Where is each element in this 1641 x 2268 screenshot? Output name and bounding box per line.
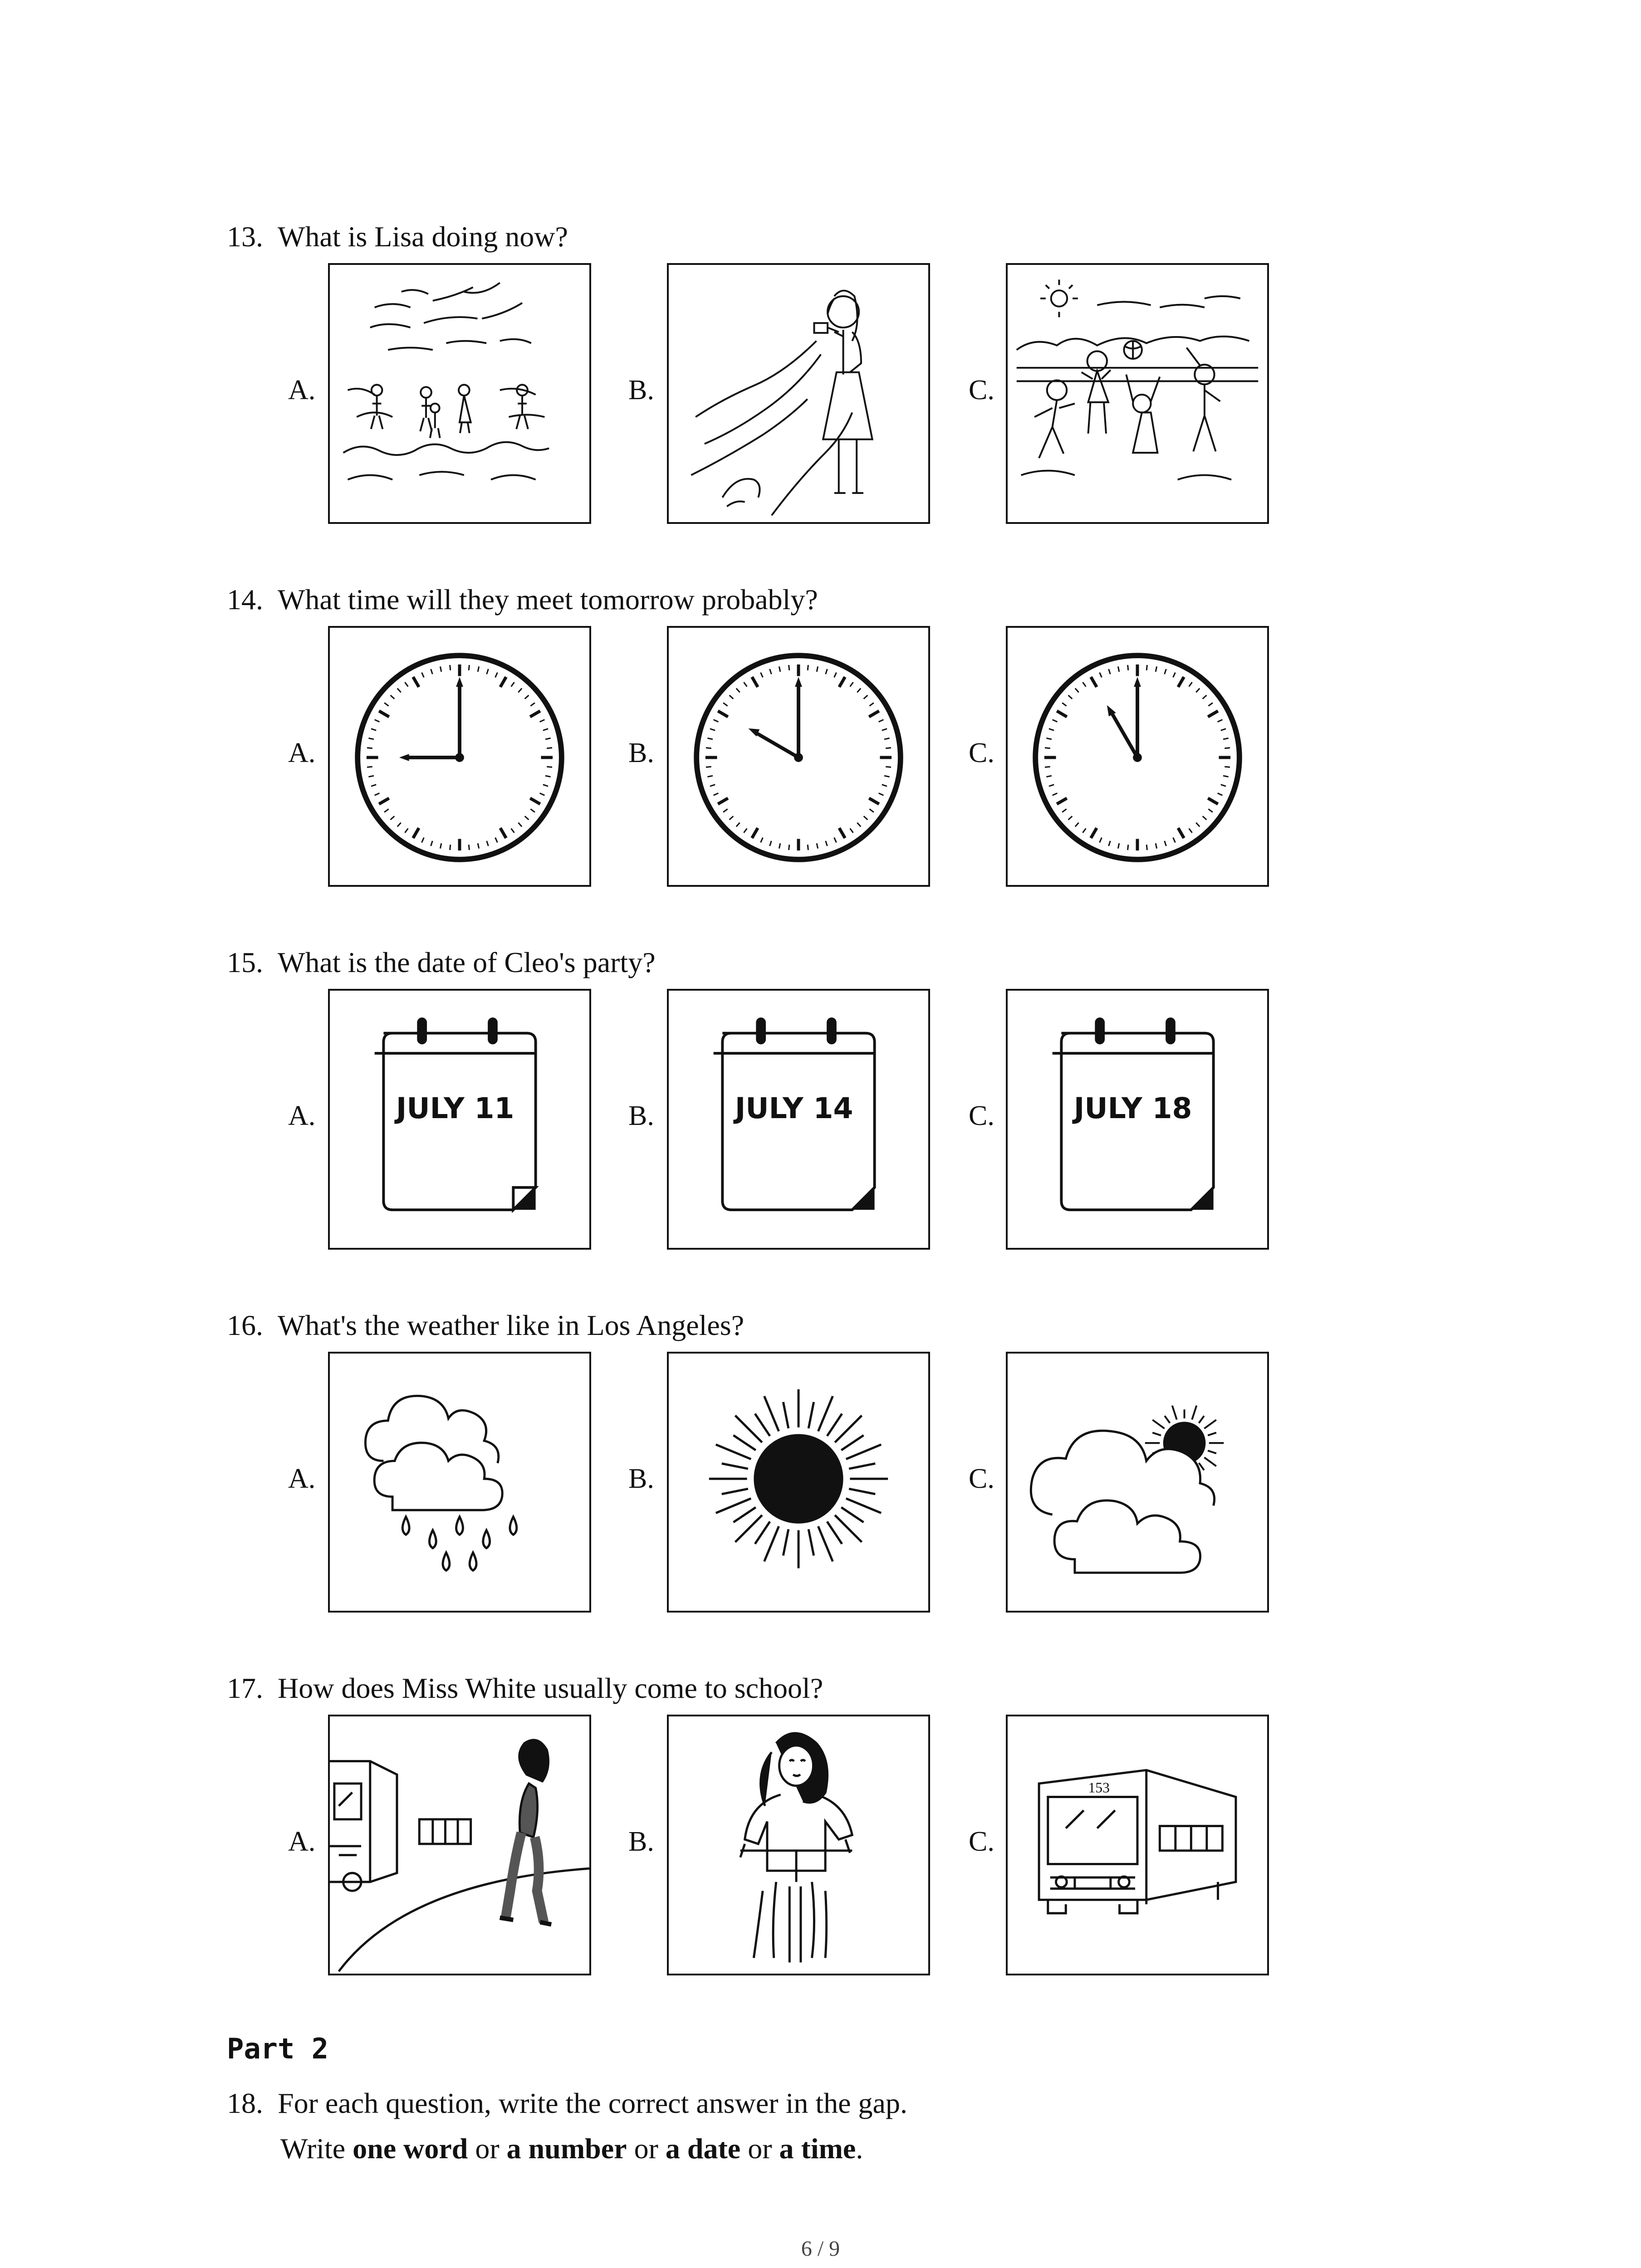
clock-tick xyxy=(405,828,408,833)
clock-tick xyxy=(730,816,734,820)
sun-ray xyxy=(849,1463,875,1469)
clock-tick xyxy=(440,843,441,849)
q15-option-c-label[interactable]: C. xyxy=(969,1100,994,1131)
sun-ray xyxy=(1165,1416,1170,1423)
clock-tick xyxy=(450,845,451,850)
clock-tick xyxy=(530,809,535,812)
q14-option-b-label[interactable]: B. xyxy=(628,738,654,768)
clock-tick xyxy=(397,823,401,827)
sun-ray xyxy=(764,1526,779,1561)
clock-tick xyxy=(779,843,780,849)
question-13: 13. What is Lisa doing now? xyxy=(227,220,568,253)
clock-tick xyxy=(869,703,874,706)
clock-tick xyxy=(857,823,861,827)
clock-tick xyxy=(1053,793,1058,796)
clock-tick xyxy=(869,711,879,717)
q13-option-c-label[interactable]: C. xyxy=(969,375,994,406)
clock-tick xyxy=(882,729,887,731)
clock-tick xyxy=(752,828,758,838)
q14-option-c-picture[interactable] xyxy=(1006,626,1269,887)
clock-tick xyxy=(440,666,441,672)
clock-tick xyxy=(714,793,719,796)
clock-tick xyxy=(413,677,419,687)
sun-ray xyxy=(755,1521,770,1544)
clock-tick xyxy=(1208,809,1213,812)
clock-tick xyxy=(1083,682,1086,687)
clock-tick xyxy=(884,738,890,739)
question-14-text: What time will they meet tomorrow probably? xyxy=(278,583,818,616)
question-17: 17. How does Miss White usually come to school? xyxy=(227,1672,823,1704)
clock-tick xyxy=(379,798,389,804)
question-16-text: What's the weather like in Los Angeles? xyxy=(278,1309,745,1341)
clock-tick xyxy=(1173,838,1176,843)
q13-option-a-picture[interactable] xyxy=(328,263,591,524)
clock-tick xyxy=(478,666,479,672)
sun-ray xyxy=(1204,1420,1216,1428)
clock-tick xyxy=(540,720,545,722)
clock-tick xyxy=(487,669,489,674)
sun-ray xyxy=(734,1507,756,1522)
clock-tick xyxy=(817,843,818,849)
question-15: 15. What is the date of Cleo's party? xyxy=(227,946,656,978)
sun-ray xyxy=(818,1396,833,1431)
sun-ray xyxy=(808,1402,814,1428)
q14-option-c-label[interactable]: C. xyxy=(969,738,994,768)
rain-cloud-icon xyxy=(330,1354,589,1611)
clock-tick xyxy=(1118,666,1119,672)
clock-tick xyxy=(487,841,489,846)
question-16: 16. What's the weather like in Los Angeles? xyxy=(227,1309,745,1341)
clock-tick xyxy=(761,673,763,678)
calendar-icon xyxy=(330,991,589,1248)
clock-tick xyxy=(1046,776,1052,777)
question-17-text: How does Miss White usually come to school? xyxy=(278,1672,823,1704)
q16-option-b-picture[interactable] xyxy=(667,1352,930,1613)
sun-ray xyxy=(827,1414,842,1436)
q16-option-c-picture[interactable] xyxy=(1006,1352,1269,1613)
clock-tick xyxy=(884,776,890,777)
clock-tick xyxy=(1062,809,1067,812)
q17-option-c-picture[interactable] xyxy=(1006,1715,1269,1975)
sun-ray xyxy=(841,1435,863,1450)
sun-ray xyxy=(1204,1457,1216,1466)
clock-tick xyxy=(826,669,828,674)
sun-ray xyxy=(1208,1432,1216,1435)
sun-ray xyxy=(755,1414,770,1436)
sun-ray xyxy=(1199,1416,1204,1423)
sun-ray xyxy=(827,1521,842,1544)
clock-tick xyxy=(718,711,728,717)
clock-tick xyxy=(1118,843,1119,849)
clock-tick xyxy=(1146,665,1147,670)
clock-tick xyxy=(834,673,837,678)
clock-tick xyxy=(543,785,548,787)
clock-tick xyxy=(368,738,374,739)
clock-tick xyxy=(710,785,715,787)
clock-tick xyxy=(1173,673,1176,678)
q13-option-a-label[interactable]: A. xyxy=(288,375,316,406)
clock-tick xyxy=(530,798,540,804)
clock-tick xyxy=(1100,838,1102,843)
q13-option-b-picture[interactable] xyxy=(667,263,930,524)
q16-option-c-label[interactable]: C. xyxy=(969,1463,994,1494)
clock-tick xyxy=(834,838,837,843)
page-number: 6 / 9 xyxy=(801,2237,840,2261)
sun-ray xyxy=(1152,1420,1164,1428)
sun-ray xyxy=(783,1402,789,1428)
calendar-date-text: JULY 14 xyxy=(735,1091,853,1125)
clock-tick xyxy=(545,738,551,739)
q15-option-c-picture[interactable] xyxy=(1006,989,1269,1250)
volleyball-illustration xyxy=(1008,265,1267,522)
question-18: 18. For each question, write the correct answer in the gap. xyxy=(227,2087,907,2119)
clock-tick xyxy=(1208,711,1218,717)
clock-tick xyxy=(530,703,535,706)
clock-tick xyxy=(371,785,376,787)
clock-tick xyxy=(1196,823,1200,827)
clock-tick xyxy=(879,720,884,722)
q17-option-b-picture[interactable] xyxy=(667,1715,930,1975)
clock-icon xyxy=(1008,628,1267,885)
clock-tick xyxy=(495,673,498,678)
clock-tick xyxy=(744,682,747,687)
sun-ray xyxy=(1172,1406,1177,1420)
clock-tick xyxy=(405,682,408,687)
clock-tick xyxy=(1165,669,1166,674)
clock-tick xyxy=(525,816,529,820)
clock-tick xyxy=(379,711,389,717)
clock-tick xyxy=(1203,816,1207,820)
clock-tick xyxy=(368,776,374,777)
clock-tick xyxy=(1223,776,1229,777)
cloudy-icon xyxy=(1008,1354,1267,1611)
q14-option-a-picture[interactable] xyxy=(328,626,591,887)
clock-tick xyxy=(1068,816,1073,820)
sun-ray xyxy=(818,1526,833,1561)
clock-tick xyxy=(736,689,740,693)
clock-tick xyxy=(1223,738,1229,739)
clock-tick xyxy=(375,720,380,722)
sun-ray xyxy=(722,1463,748,1469)
sun-ray xyxy=(722,1489,748,1494)
sun-ray xyxy=(841,1507,863,1522)
beach-people-illustration xyxy=(330,265,589,522)
clock-tick xyxy=(525,695,529,699)
clock-tick xyxy=(1203,695,1207,699)
clock-tick xyxy=(864,695,868,699)
walking-woman-illustration xyxy=(330,1716,589,1974)
clock-tick xyxy=(730,695,734,699)
clock-tick xyxy=(1057,711,1067,717)
clock-tick xyxy=(1053,720,1058,722)
question-15-text: What is the date of Cleo's party? xyxy=(278,946,656,978)
sun-ray xyxy=(1192,1406,1196,1420)
part-2-heading: Part 2 xyxy=(227,2032,328,2065)
clock-tick xyxy=(707,776,713,777)
q17-option-a-picture[interactable] xyxy=(328,1715,591,1975)
clock-tick xyxy=(540,793,545,796)
sun-icon xyxy=(669,1354,928,1611)
clock-tick xyxy=(1218,793,1223,796)
calendar-icon xyxy=(1008,991,1267,1248)
clock-tick xyxy=(744,828,747,833)
clock-tick xyxy=(707,738,713,739)
clock-tick xyxy=(839,677,845,687)
question-13-text: What is Lisa doing now? xyxy=(278,220,568,253)
clock-tick xyxy=(714,720,719,722)
clock-tick xyxy=(1049,785,1054,787)
clock-tick xyxy=(723,809,728,812)
q17-option-a-label[interactable]: A. xyxy=(288,1826,316,1857)
q14-option-b-picture[interactable] xyxy=(667,626,930,887)
q15-option-a-picture[interactable] xyxy=(328,989,591,1250)
sun-ray xyxy=(716,1445,751,1459)
q15-option-a-label[interactable]: A. xyxy=(288,1100,316,1131)
calendar-date-text: JULY 11 xyxy=(396,1091,514,1125)
q15-option-b-picture[interactable] xyxy=(667,989,930,1250)
clock-tick xyxy=(545,776,551,777)
clock-tick xyxy=(1221,729,1226,731)
clock-tick xyxy=(723,703,728,706)
clock-tick xyxy=(384,809,389,812)
clock-tick xyxy=(1109,669,1111,674)
clock-tick xyxy=(1189,682,1192,687)
clock-tick xyxy=(1100,673,1102,678)
clock-tick xyxy=(1091,828,1097,838)
clock-tick xyxy=(1218,720,1223,722)
bus-route-number: 153 xyxy=(1088,1779,1110,1796)
sun-ray xyxy=(1152,1432,1161,1435)
clock-tick xyxy=(384,703,389,706)
clock-tick xyxy=(1146,845,1147,850)
clock-tick xyxy=(826,841,828,846)
q17-option-c-label[interactable]: C. xyxy=(969,1826,994,1857)
clock-tick xyxy=(1046,738,1052,739)
calendar-icon xyxy=(669,991,928,1248)
clock-tick xyxy=(450,665,451,670)
clock-tick xyxy=(518,823,522,827)
clock-tick xyxy=(422,838,424,843)
clock-tick xyxy=(397,689,401,693)
question-18-text: For each question, write the correct answer in the gap. xyxy=(278,2087,907,2119)
clock-tick xyxy=(850,682,853,687)
q13-option-c-picture[interactable] xyxy=(1006,263,1269,524)
clock-tick xyxy=(500,677,506,687)
bus-illustration xyxy=(1008,1716,1267,1974)
clock-tick xyxy=(839,828,845,838)
clock-tick xyxy=(1221,785,1226,787)
q17-option-b-label[interactable]: B. xyxy=(628,1826,654,1857)
clock-tick xyxy=(511,682,514,687)
clock-tick xyxy=(530,711,540,717)
clock-tick xyxy=(1062,703,1067,706)
clock-tick xyxy=(879,793,884,796)
clock-tick xyxy=(850,828,853,833)
clock-tick xyxy=(710,729,715,731)
q15-option-b-label[interactable]: B. xyxy=(628,1100,654,1131)
clock-tick xyxy=(500,828,506,838)
clock-tick xyxy=(1196,689,1200,693)
clock-tick xyxy=(770,841,772,846)
clock-tick xyxy=(882,785,887,787)
q14-option-a-label[interactable]: A. xyxy=(288,738,316,768)
sun-ray xyxy=(849,1489,875,1494)
sun-ray xyxy=(734,1435,756,1450)
clock-tick xyxy=(543,729,548,731)
clock-tick xyxy=(1178,677,1184,687)
sun-ray xyxy=(846,1499,881,1513)
clock-icon xyxy=(330,628,589,885)
clock-tick xyxy=(1165,841,1166,846)
clock-tick xyxy=(511,828,514,833)
question-18-instruction: Write one word or a number or a date or a time. xyxy=(280,2132,863,2165)
q16-option-a-label[interactable]: A. xyxy=(288,1463,316,1494)
clock-tick xyxy=(1189,828,1192,833)
q13-option-b-label[interactable]: B. xyxy=(628,375,654,406)
clock-tick xyxy=(478,843,479,849)
clock-tick xyxy=(1178,828,1184,838)
clock-tick xyxy=(869,809,874,812)
clock-tick xyxy=(431,669,433,674)
clock-tick xyxy=(761,838,763,843)
girl-on-phone-illustration xyxy=(669,265,928,522)
clock-tick xyxy=(779,666,780,672)
clock-tick xyxy=(1208,703,1213,706)
clock-tick xyxy=(1083,828,1086,833)
clock-tick xyxy=(1049,729,1054,731)
clock-tick xyxy=(371,729,376,731)
clock-tick xyxy=(752,677,758,687)
clock-tick xyxy=(869,798,879,804)
clock-tick xyxy=(817,666,818,672)
clock-tick xyxy=(413,828,419,838)
cycling-woman-illustration xyxy=(669,1716,928,1974)
clock-tick xyxy=(770,669,772,674)
sun-ray xyxy=(846,1445,881,1459)
sun-ray xyxy=(764,1396,779,1431)
clock-tick xyxy=(1109,841,1111,846)
clock-tick xyxy=(857,689,861,693)
clock-icon xyxy=(669,628,928,885)
clock-tick xyxy=(495,838,498,843)
question-14: 14. What time will they meet tomorrow probably? xyxy=(227,583,818,616)
clock-tick xyxy=(391,816,395,820)
clock-tick xyxy=(422,673,424,678)
clock-tick xyxy=(391,695,395,699)
sun-ray xyxy=(1208,1451,1216,1453)
clock-tick xyxy=(864,816,868,820)
clock-tick xyxy=(1057,798,1067,804)
clock-tick xyxy=(1075,823,1079,827)
clock-tick xyxy=(375,793,380,796)
q16-option-b-label[interactable]: B. xyxy=(628,1463,654,1494)
clock-tick xyxy=(736,823,740,827)
clock-tick xyxy=(518,689,522,693)
sun-ray xyxy=(808,1529,814,1555)
clock-tick xyxy=(431,841,433,846)
q16-option-a-picture[interactable] xyxy=(328,1352,591,1613)
clock-tick xyxy=(1091,677,1097,687)
clock-tick xyxy=(718,798,728,804)
sun-ray xyxy=(716,1499,751,1513)
calendar-date-text: JULY 18 xyxy=(1073,1091,1192,1125)
sun-ray xyxy=(783,1529,789,1555)
clock-tick xyxy=(1208,798,1218,804)
clock-tick xyxy=(1075,689,1079,693)
clock-tick xyxy=(1068,695,1073,699)
